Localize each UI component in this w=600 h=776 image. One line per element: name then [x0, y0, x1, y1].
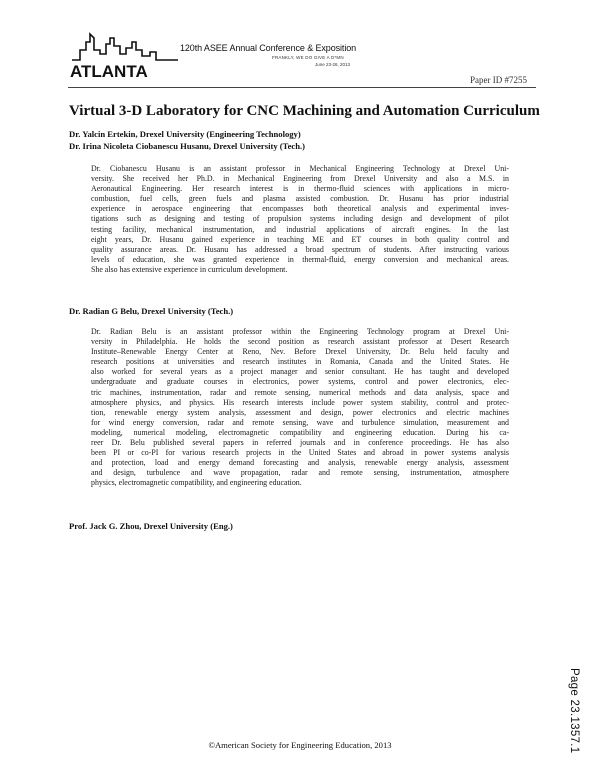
bio-text-line: undergraduate and graduate courses in electronics, power systems, control and power electronics, elec- [91, 377, 509, 387]
bio-husanu [91, 164, 509, 275]
paper-title: Virtual 3-D Laboratory for CNC Machining and Automation Curriculum [69, 103, 540, 119]
author-line: Dr. Yalcin Ertekin, Drexel University (Engineering Technology) [69, 129, 301, 139]
bio-text-line: experience in aerospace engineering that encompasses both theoretical analysis and experimental inves- [91, 204, 509, 214]
bio-belu [91, 327, 509, 489]
logo-text: ATLANTA [70, 62, 148, 80]
bio-text-line: tion, renewable energy system analysis, assessment and design, power electronics and electric machines [91, 407, 509, 417]
bio-text-line: also worked for several years as a project manager and senior consultant. He has taught and developed [91, 367, 509, 377]
bio-text-line: reer Dr. Belu published several papers in referred journals and in conference proceedings. He has also [91, 438, 509, 448]
bio-text-line: tric machines, instrumentation, radar and remote sensing, numerical methods and data analysis, space and [91, 387, 509, 397]
bio-text-line: for wind energy conversion, radar and remote sensing, wave and turbulence simulation, measurement and [91, 417, 509, 427]
bio-text-line: modeling, numerical modeling, electromagnetic compatibility and engineering education. During his ca- [91, 427, 509, 437]
bio-text-line: eight years, Dr. Husanu gained experience in teaching ME and ET courses in both quality control and [91, 234, 509, 244]
page-stamp: Page 23.1357.1 [568, 668, 580, 754]
bio-text-line: Dr. Ciobanescu Husanu is an assistant professor in Mechanical Engineering Technology at Drexel Uni- [91, 164, 509, 173]
bio-text-line: versity. She received her Ph.D. in Mechanical Engineering from Drexel University and also a M.S. in [91, 174, 509, 184]
conference-tagline: FRANKLY, WE DO GIVE A D*MN [272, 55, 344, 60]
author-line: Prof. Jack G. Zhou, Drexel University (Eng.) [69, 521, 233, 531]
conference-date: June 23-26, 2013 [315, 62, 351, 67]
bio-text-line: research positions at universities and research institutes in Romania, Canada and the United States. He [91, 357, 509, 367]
bio-text-line: tigations such as designing and testing of propulsion systems including design and development of pilot [91, 214, 509, 224]
author-line: Dr. Irina Nicoleta Ciobanescu Husanu, Drexel University (Tech.) [69, 141, 306, 151]
bio-text-line: quality assurance areas. Dr. Husanu has addressed a broad spectrum of students. After instructing various [91, 244, 509, 254]
bio-text-line: been PI or co-PI for various research projects in the United States and abroad in power systems analysis [91, 448, 509, 458]
copyright-footer: ©American Society for Engineering Education, 2013 [208, 740, 392, 750]
bio-text-line: versity in Philadelphia. He holds the second position as research assistant professor at Desert Research [91, 337, 509, 347]
bio-text-line: atmosphere physics, and physics. His research interests include power system stability, control and protec- [91, 397, 509, 407]
conference-logo [70, 24, 180, 80]
bio-text-line: Dr. Radian Belu is an assistant professor within the Engineering Technology program at Drexel Uni- [91, 327, 509, 336]
bio-text-line: levels of education, she was granted experience in thermal-fluid, energy conversion and mechanical areas. [91, 254, 509, 264]
skyline-icon [72, 34, 178, 60]
bio-text-line: and design, turbulence and wave propagation, radar and remote sensing, instrumentation, atmosphere [91, 468, 509, 478]
header-divider [68, 87, 536, 88]
bio-text-line: combustion, fuel cells, green fuels and plasma assisted combustion. Dr. Husanu has prior industrial [91, 194, 509, 204]
author-line: Dr. Radian G Belu, Drexel University (Tech.) [69, 306, 234, 316]
paper-id: Paper ID #7255 [470, 75, 527, 85]
bio-text-line: physics, electromagnetic compatibility, and engineering education. [91, 478, 302, 488]
bio-text-line: Institute–Renewable Energy Center at Reno, Nev. Before Drexel University, Dr. Belu held faculty and [91, 347, 509, 357]
conference-title: 120th ASEE Annual Conference & Exposition [180, 43, 357, 53]
bio-text-line: Aeronautical Engineering. Her research interest is in thermo-fluid sciences with applications in micro- [91, 184, 509, 194]
bio-text-line: testing facility, mechanical instrumentation, and industrial applications of aircraft engines. In the last [91, 224, 509, 234]
bio-text-line: and protection, load and energy demand forecasting and analysis, renewable energy analysis, assessment [91, 458, 509, 468]
bio-text-line: She also has extensive experience in curriculum development. [91, 264, 288, 274]
